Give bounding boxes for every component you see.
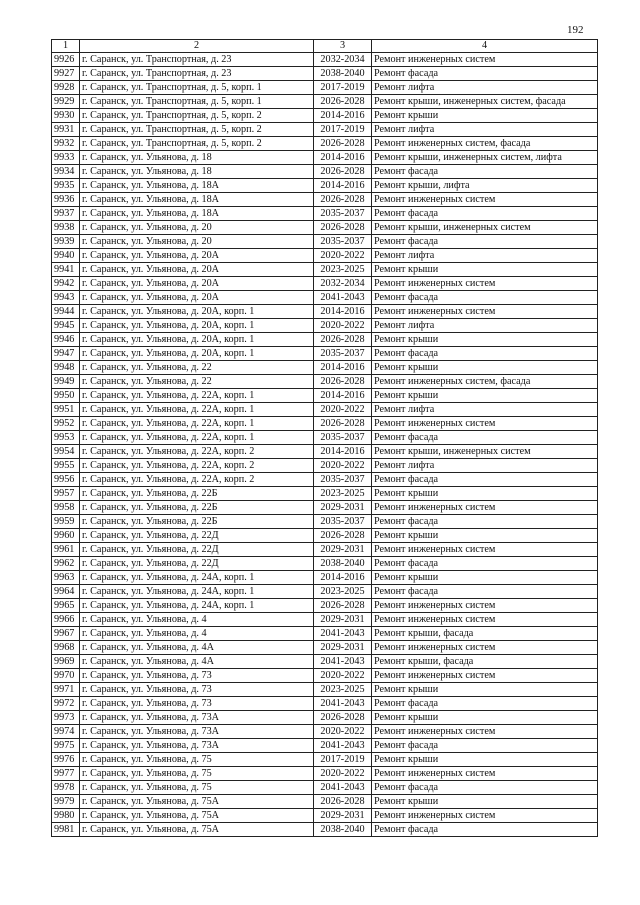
table-row [52, 53, 598, 67]
period: 2020-2022 [314, 767, 372, 781]
table-row [52, 501, 598, 515]
work-type: Ремонт фасада [372, 515, 598, 529]
row-number: 9930 [52, 109, 80, 123]
table-row [52, 459, 598, 473]
row-number: 9943 [52, 291, 80, 305]
page-number: 192 [567, 24, 584, 36]
address: г. Саранск, ул. Ульянова, д. 73А [80, 739, 314, 753]
address: г. Саранск, ул. Ульянова, д. 20А, корп. 1 [80, 347, 314, 361]
period: 2035-2037 [314, 347, 372, 361]
row-number: 9970 [52, 669, 80, 683]
row-number: 9971 [52, 683, 80, 697]
address: г. Саранск, ул. Ульянова, д. 22Б [80, 515, 314, 529]
address: г. Саранск, ул. Транспортная, д. 5, корп. 2 [80, 123, 314, 137]
row-number: 9963 [52, 571, 80, 585]
work-type: Ремонт инженерных систем [372, 613, 598, 627]
address: г. Саранск, ул. Транспортная, д. 5, корп. 2 [80, 137, 314, 151]
row-number: 9946 [52, 333, 80, 347]
work-type: Ремонт инженерных систем [372, 193, 598, 207]
period: 2026-2028 [314, 193, 372, 207]
table-row [52, 291, 598, 305]
table-row [52, 781, 598, 795]
table-row [52, 123, 598, 137]
work-type: Ремонт инженерных систем, фасада [372, 137, 598, 151]
column-header-2: 2 [80, 40, 314, 53]
work-type: Ремонт лифта [372, 81, 598, 95]
row-number: 9950 [52, 389, 80, 403]
period: 2035-2037 [314, 473, 372, 487]
address: г. Саранск, ул. Ульянова, д. 20А [80, 291, 314, 305]
period: 2026-2028 [314, 95, 372, 109]
row-number: 9940 [52, 249, 80, 263]
row-number: 9978 [52, 781, 80, 795]
work-type: Ремонт инженерных систем, фасада [372, 375, 598, 389]
period: 2041-2043 [314, 291, 372, 305]
row-number: 9936 [52, 193, 80, 207]
period: 2035-2037 [314, 515, 372, 529]
work-type: Ремонт крыши [372, 571, 598, 585]
work-type: Ремонт крыши [372, 361, 598, 375]
work-type: Ремонт фасада [372, 235, 598, 249]
period: 2026-2028 [314, 599, 372, 613]
address: г. Саранск, ул. Ульянова, д. 22А, корп. 1 [80, 431, 314, 445]
row-number: 9948 [52, 361, 80, 375]
address: г. Саранск, ул. Ульянова, д. 73А [80, 725, 314, 739]
address: г. Саранск, ул. Ульянова, д. 18А [80, 179, 314, 193]
address: г. Саранск, ул. Ульянова, д. 73 [80, 669, 314, 683]
period: 2029-2031 [314, 641, 372, 655]
row-number: 9962 [52, 557, 80, 571]
row-number: 9927 [52, 67, 80, 81]
work-type: Ремонт крыши [372, 333, 598, 347]
work-type: Ремонт крыши, инженерных систем, лифта [372, 151, 598, 165]
address: г. Саранск, ул. Ульянова, д. 20 [80, 221, 314, 235]
table-row [52, 571, 598, 585]
work-type: Ремонт крыши, фасада [372, 627, 598, 641]
address: г. Саранск, ул. Транспортная, д. 5, корп. 2 [80, 109, 314, 123]
work-type: Ремонт крыши [372, 753, 598, 767]
address: г. Саранск, ул. Ульянова, д. 22А, корп. 2 [80, 445, 314, 459]
table-row [52, 151, 598, 165]
row-number: 9954 [52, 445, 80, 459]
table-row [52, 655, 598, 669]
row-number: 9939 [52, 235, 80, 249]
work-type: Ремонт инженерных систем [372, 809, 598, 823]
address: г. Саранск, ул. Ульянова, д. 22А, корп. 2 [80, 459, 314, 473]
work-type: Ремонт инженерных систем [372, 641, 598, 655]
table-row [52, 739, 598, 753]
work-type: Ремонт фасада [372, 165, 598, 179]
period: 2020-2022 [314, 459, 372, 473]
address: г. Саранск, ул. Ульянова, д. 73А [80, 711, 314, 725]
period: 2014-2016 [314, 389, 372, 403]
address: г. Саранск, ул. Ульянова, д. 24А, корп. 1 [80, 571, 314, 585]
address: г. Саранск, ул. Транспортная, д. 23 [80, 53, 314, 67]
work-type: Ремонт инженерных систем [372, 305, 598, 319]
table-row [52, 193, 598, 207]
table-row [52, 697, 598, 711]
row-number: 9942 [52, 277, 80, 291]
address: г. Саранск, ул. Ульянова, д. 20А, корп. 1 [80, 305, 314, 319]
table-row [52, 431, 598, 445]
address: г. Саранск, ул. Ульянова, д. 20А [80, 277, 314, 291]
table-row [52, 81, 598, 95]
work-type: Ремонт фасада [372, 781, 598, 795]
period: 2026-2028 [314, 417, 372, 431]
row-number: 9944 [52, 305, 80, 319]
table-row [52, 319, 598, 333]
table-row [52, 669, 598, 683]
address: г. Саранск, ул. Ульянова, д. 75 [80, 781, 314, 795]
work-type: Ремонт крыши [372, 109, 598, 123]
period: 2035-2037 [314, 431, 372, 445]
period: 2026-2028 [314, 529, 372, 543]
table-row [52, 487, 598, 501]
period: 2038-2040 [314, 823, 372, 837]
work-type: Ремонт лифта [372, 249, 598, 263]
period: 2026-2028 [314, 711, 372, 725]
address: г. Саранск, ул. Ульянова, д. 20А, корп. 1 [80, 333, 314, 347]
row-number: 9937 [52, 207, 80, 221]
period: 2032-2034 [314, 53, 372, 67]
address: г. Саранск, ул. Ульянова, д. 75А [80, 809, 314, 823]
work-type: Ремонт фасада [372, 739, 598, 753]
row-number: 9934 [52, 165, 80, 179]
address: г. Саранск, ул. Ульянова, д. 20А, корп. 1 [80, 319, 314, 333]
period: 2020-2022 [314, 403, 372, 417]
period: 2026-2028 [314, 137, 372, 151]
work-type: Ремонт фасада [372, 431, 598, 445]
table-row [52, 235, 598, 249]
table-row [52, 795, 598, 809]
table-row [52, 557, 598, 571]
row-number: 9972 [52, 697, 80, 711]
table-row [52, 753, 598, 767]
period: 2014-2016 [314, 361, 372, 375]
period: 2026-2028 [314, 375, 372, 389]
work-type: Ремонт инженерных систем [372, 417, 598, 431]
period: 2014-2016 [314, 109, 372, 123]
column-header-3: 3 [314, 40, 372, 53]
row-number: 9949 [52, 375, 80, 389]
period: 2023-2025 [314, 683, 372, 697]
address: г. Саранск, ул. Транспортная, д. 5, корп. 1 [80, 95, 314, 109]
period: 2014-2016 [314, 151, 372, 165]
table-row [52, 515, 598, 529]
address: г. Саранск, ул. Ульянова, д. 75А [80, 823, 314, 837]
work-type: Ремонт крыши [372, 263, 598, 277]
work-type: Ремонт инженерных систем [372, 501, 598, 515]
work-type: Ремонт крыши, инженерных систем [372, 221, 598, 235]
table-row [52, 809, 598, 823]
address: г. Саранск, ул. Ульянова, д. 73 [80, 697, 314, 711]
capital-repair-table [51, 39, 598, 837]
work-type: Ремонт фасада [372, 473, 598, 487]
address: г. Саранск, ул. Ульянова, д. 24А, корп. 1 [80, 585, 314, 599]
work-type: Ремонт крыши, фасада [372, 655, 598, 669]
table-row [52, 599, 598, 613]
row-number: 9967 [52, 627, 80, 641]
address: г. Саранск, ул. Ульянова, д. 22Б [80, 501, 314, 515]
address: г. Саранск, ул. Ульянова, д. 22Д [80, 557, 314, 571]
period: 2023-2025 [314, 585, 372, 599]
work-type: Ремонт инженерных систем [372, 277, 598, 291]
row-number: 9979 [52, 795, 80, 809]
table-row [52, 417, 598, 431]
address: г. Саранск, ул. Ульянова, д. 18 [80, 165, 314, 179]
period: 2032-2034 [314, 277, 372, 291]
column-header-4: 4 [372, 40, 598, 53]
address: г. Саранск, ул. Ульянова, д. 22А, корп. 1 [80, 417, 314, 431]
table-row [52, 347, 598, 361]
row-number: 9965 [52, 599, 80, 613]
table-row [52, 823, 598, 837]
period: 2020-2022 [314, 725, 372, 739]
work-type: Ремонт крыши, инженерных систем [372, 445, 598, 459]
work-type: Ремонт фасада [372, 347, 598, 361]
address: г. Саранск, ул. Ульянова, д. 22Б [80, 487, 314, 501]
period: 2020-2022 [314, 319, 372, 333]
work-type: Ремонт лифта [372, 123, 598, 137]
row-number: 9961 [52, 543, 80, 557]
row-number: 9977 [52, 767, 80, 781]
row-number: 9926 [52, 53, 80, 67]
period: 2014-2016 [314, 305, 372, 319]
row-number: 9941 [52, 263, 80, 277]
work-type: Ремонт инженерных систем [372, 543, 598, 557]
period: 2041-2043 [314, 697, 372, 711]
address: г. Саранск, ул. Ульянова, д. 18А [80, 193, 314, 207]
period: 2014-2016 [314, 445, 372, 459]
row-number: 9947 [52, 347, 80, 361]
table-body [52, 53, 598, 837]
period: 2017-2019 [314, 81, 372, 95]
row-number: 9933 [52, 151, 80, 165]
row-number: 9981 [52, 823, 80, 837]
address: г. Саранск, ул. Транспортная, д. 23 [80, 67, 314, 81]
address: г. Саранск, ул. Ульянова, д. 4 [80, 627, 314, 641]
period: 2035-2037 [314, 207, 372, 221]
table-row [52, 529, 598, 543]
work-type: Ремонт крыши [372, 795, 598, 809]
table-row [52, 333, 598, 347]
address: г. Саранск, ул. Транспортная, д. 5, корп. 1 [80, 81, 314, 95]
table-row [52, 263, 598, 277]
period: 2026-2028 [314, 221, 372, 235]
table-row [52, 221, 598, 235]
row-number: 9976 [52, 753, 80, 767]
address: г. Саранск, ул. Ульянова, д. 18А [80, 207, 314, 221]
table-row [52, 473, 598, 487]
address: г. Саранск, ул. Ульянова, д. 73 [80, 683, 314, 697]
period: 2041-2043 [314, 627, 372, 641]
work-type: Ремонт инженерных систем [372, 669, 598, 683]
row-number: 9938 [52, 221, 80, 235]
period: 2041-2043 [314, 739, 372, 753]
period: 2026-2028 [314, 165, 372, 179]
table-row [52, 445, 598, 459]
work-type: Ремонт крыши [372, 711, 598, 725]
table-header-row [52, 40, 598, 53]
address: г. Саранск, ул. Ульянова, д. 75А [80, 795, 314, 809]
period: 2023-2025 [314, 487, 372, 501]
address: г. Саранск, ул. Ульянова, д. 20 [80, 235, 314, 249]
work-type: Ремонт фасада [372, 585, 598, 599]
address: г. Саранск, ул. Ульянова, д. 22Д [80, 543, 314, 557]
table-row [52, 627, 598, 641]
row-number: 9966 [52, 613, 80, 627]
address: г. Саранск, ул. Ульянова, д. 75 [80, 767, 314, 781]
work-type: Ремонт инженерных систем [372, 599, 598, 613]
period: 2014-2016 [314, 571, 372, 585]
row-number: 9935 [52, 179, 80, 193]
table-row [52, 375, 598, 389]
address: г. Саранск, ул. Ульянова, д. 20А [80, 249, 314, 263]
table-row [52, 543, 598, 557]
column-header-1: 1 [52, 40, 80, 53]
row-number: 9931 [52, 123, 80, 137]
table-row [52, 613, 598, 627]
row-number: 9929 [52, 95, 80, 109]
address: г. Саранск, ул. Ульянова, д. 75 [80, 753, 314, 767]
table-row [52, 249, 598, 263]
work-type: Ремонт инженерных систем [372, 53, 598, 67]
period: 2035-2037 [314, 235, 372, 249]
period: 2014-2016 [314, 179, 372, 193]
address: г. Саранск, ул. Ульянова, д. 4А [80, 655, 314, 669]
work-type: Ремонт фасада [372, 207, 598, 221]
address: г. Саранск, ул. Ульянова, д. 22Д [80, 529, 314, 543]
period: 2029-2031 [314, 613, 372, 627]
address: г. Саранск, ул. Ульянова, д. 22 [80, 375, 314, 389]
work-type: Ремонт лифта [372, 319, 598, 333]
row-number: 9955 [52, 459, 80, 473]
period: 2029-2031 [314, 809, 372, 823]
work-type: Ремонт крыши [372, 529, 598, 543]
table-row [52, 67, 598, 81]
table-row [52, 711, 598, 725]
table-row [52, 641, 598, 655]
period: 2026-2028 [314, 795, 372, 809]
table-row [52, 683, 598, 697]
period: 2041-2043 [314, 781, 372, 795]
address: г. Саранск, ул. Ульянова, д. 20А [80, 263, 314, 277]
table-row [52, 95, 598, 109]
row-number: 9952 [52, 417, 80, 431]
row-number: 9968 [52, 641, 80, 655]
row-number: 9969 [52, 655, 80, 669]
table-row [52, 207, 598, 221]
row-number: 9956 [52, 473, 80, 487]
row-number: 9980 [52, 809, 80, 823]
address: г. Саранск, ул. Ульянова, д. 22А, корп. 1 [80, 389, 314, 403]
table-row [52, 277, 598, 291]
work-type: Ремонт фасада [372, 823, 598, 837]
table-row [52, 403, 598, 417]
period: 2029-2031 [314, 543, 372, 557]
table-row [52, 585, 598, 599]
period: 2020-2022 [314, 669, 372, 683]
work-type: Ремонт инженерных систем [372, 725, 598, 739]
period: 2041-2043 [314, 655, 372, 669]
table-row [52, 137, 598, 151]
row-number: 9964 [52, 585, 80, 599]
period: 2029-2031 [314, 501, 372, 515]
row-number: 9960 [52, 529, 80, 543]
work-type: Ремонт лифта [372, 459, 598, 473]
row-number: 9953 [52, 431, 80, 445]
row-number: 9957 [52, 487, 80, 501]
table-row [52, 389, 598, 403]
row-number: 9928 [52, 81, 80, 95]
work-type: Ремонт фасада [372, 557, 598, 571]
period: 2017-2019 [314, 753, 372, 767]
period: 2038-2040 [314, 67, 372, 81]
row-number: 9974 [52, 725, 80, 739]
table-row [52, 179, 598, 193]
address: г. Саранск, ул. Ульянова, д. 22А, корп. 2 [80, 473, 314, 487]
address: г. Саранск, ул. Ульянова, д. 4А [80, 641, 314, 655]
work-type: Ремонт крыши [372, 683, 598, 697]
period: 2023-2025 [314, 263, 372, 277]
work-type: Ремонт крыши [372, 389, 598, 403]
work-type: Ремонт фасада [372, 291, 598, 305]
table-row [52, 109, 598, 123]
address: г. Саранск, ул. Ульянова, д. 24А, корп. 1 [80, 599, 314, 613]
work-type: Ремонт фасада [372, 67, 598, 81]
period: 2038-2040 [314, 557, 372, 571]
row-number: 9958 [52, 501, 80, 515]
table-row [52, 305, 598, 319]
work-type: Ремонт инженерных систем [372, 767, 598, 781]
row-number: 9973 [52, 711, 80, 725]
work-type: Ремонт лифта [372, 403, 598, 417]
row-number: 9959 [52, 515, 80, 529]
period: 2020-2022 [314, 249, 372, 263]
work-type: Ремонт крыши [372, 487, 598, 501]
table-row [52, 767, 598, 781]
row-number: 9951 [52, 403, 80, 417]
row-number: 9945 [52, 319, 80, 333]
table-row [52, 361, 598, 375]
address: г. Саранск, ул. Ульянова, д. 22 [80, 361, 314, 375]
period: 2026-2028 [314, 333, 372, 347]
row-number: 9932 [52, 137, 80, 151]
table-row [52, 165, 598, 179]
row-number: 9975 [52, 739, 80, 753]
address: г. Саранск, ул. Ульянова, д. 18 [80, 151, 314, 165]
address: г. Саранск, ул. Ульянова, д. 4 [80, 613, 314, 627]
work-type: Ремонт фасада [372, 697, 598, 711]
work-type: Ремонт крыши, лифта [372, 179, 598, 193]
work-type: Ремонт крыши, инженерных систем, фасада [372, 95, 598, 109]
address: г. Саранск, ул. Ульянова, д. 22А, корп. 1 [80, 403, 314, 417]
table-row [52, 725, 598, 739]
period: 2017-2019 [314, 123, 372, 137]
